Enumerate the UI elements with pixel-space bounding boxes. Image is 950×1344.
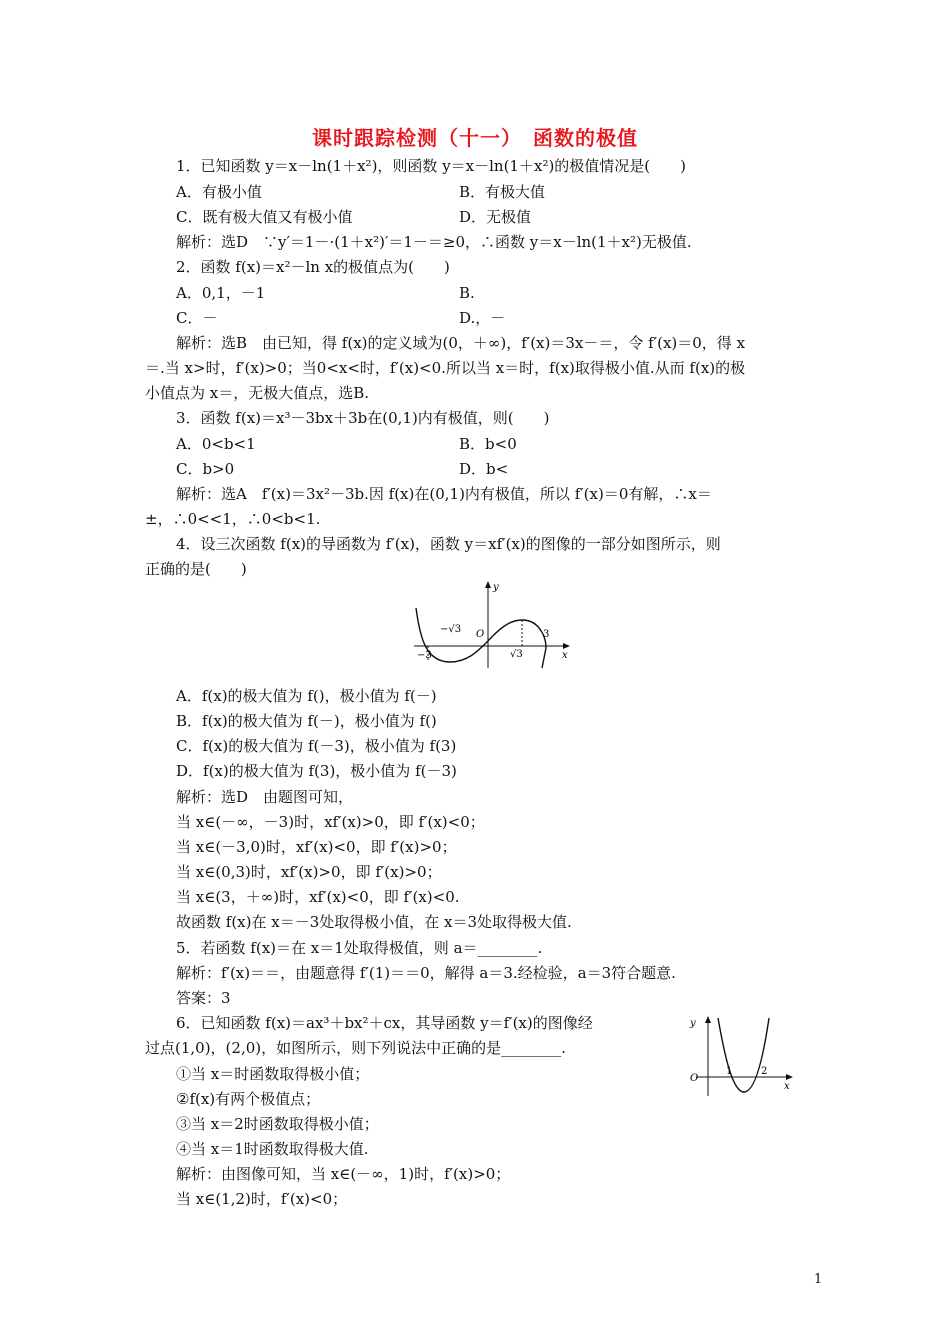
text-line: 3．函数 f(x)＝x³－3bx＋3b在(0,1)内有极值，则( ) — [176, 409, 550, 427]
y-axis-label: y — [493, 582, 499, 593]
text-line: D．b< — [459, 460, 509, 478]
label-pos-sqrt3: √3 — [510, 649, 523, 660]
text-line: ③当 x＝2时函数取得极小值； — [176, 1115, 379, 1133]
y-axis-arrow — [485, 581, 491, 588]
text-line: ±，∴0<<1，∴0<b<1. — [145, 510, 321, 528]
curve — [718, 1018, 769, 1092]
x-axis-label: x — [562, 650, 568, 661]
text-line: 当 x∈(0,3)时，xf′(x)>0，即 f′(x)>0； — [176, 863, 442, 881]
text-line: B．b<0 — [459, 435, 517, 453]
text-line: A．f(x)的极大值为 f()，极小值为 f(－) — [176, 687, 437, 705]
text-line: 解析：选D ∵y′＝1－·(1＋x²)′＝1－＝≥0，∴函数 y＝x－ln(1＋x²)无极值. — [176, 233, 692, 251]
text-line: D.，－ — [459, 309, 506, 327]
text-line: 5．若函数 f(x)＝在 x＝1处取得极值，则 a＝________. — [176, 939, 543, 957]
text-line: A．0<b<1 — [176, 435, 256, 453]
text-line: B. — [459, 284, 475, 302]
text-line: A．有极小值 — [176, 183, 262, 201]
text-line: D．f(x)的极大值为 f(3)，极小值为 f(－3) — [176, 762, 457, 780]
text-line: 答案：3 — [176, 989, 231, 1007]
text-line: ＝.当 x>时，f′(x)>0；当0<x<时，f′(x)<0.所以当 x＝时，f(x)取得极小值.从而 f(x)的极 — [145, 359, 746, 377]
text-line: B．f(x)的极大值为 f(－)，极小值为 f() — [176, 712, 437, 730]
y-axis-label: y — [690, 1018, 696, 1029]
text-line: 解析：f′(x)＝＝，由题意得 f′(1)＝＝0，解得 a＝3.经检验，a＝3符合题意. — [176, 964, 676, 982]
text-line: ①当 x＝时函数取得极小值； — [176, 1065, 370, 1083]
page-title: 课时跟踪检测（十一） 函数的极值 — [312, 126, 638, 150]
text-line: C．－ — [176, 309, 218, 327]
y-axis-arrow — [705, 1016, 711, 1023]
figure-1-graph — [412, 578, 574, 670]
text-line: 解析：选B 由已知，得 f(x)的定义域为(0，＋∞)，f′(x)＝3x－＝，令 f′(x)＝0，得 x — [176, 334, 746, 352]
text-line: 2．函数 f(x)＝x²－ln x的极值点为( ) — [176, 258, 450, 276]
text-line: ②f(x)有两个极值点； — [176, 1090, 321, 1108]
text-line: 小值点为 x＝，无极大值点，选B. — [145, 384, 370, 402]
text-line: 故函数 f(x)在 x＝－3处取得极小值，在 x＝3处取得极大值. — [176, 913, 572, 931]
origin-label: O — [476, 629, 485, 640]
x-axis-arrow — [786, 1074, 793, 1080]
text-line: C．b>0 — [176, 460, 235, 478]
x-axis-label: x — [784, 1081, 790, 1092]
origin-label: O — [690, 1073, 699, 1084]
label-pos3: 3 — [543, 629, 550, 640]
text-line: A．0,1，－1 — [176, 284, 266, 302]
text-line: 6．已知函数 f(x)＝ax³＋bx²＋cx，其导函数 y＝f′(x)的图像经 — [176, 1014, 593, 1032]
text-line: 解析：选D 由题图可知， — [176, 788, 354, 806]
x-axis-arrow — [563, 643, 570, 649]
text-line: 当 x∈(3，＋∞)时，xf′(x)<0，即 f′(x)<0. — [176, 888, 460, 906]
text-line: 过点(1,0)，(2,0)，如图所示，则下列说法中正确的是________. — [145, 1039, 566, 1057]
figure-2-graph — [686, 1012, 798, 1098]
text-line: 4．设三次函数 f(x)的导函数为 f′(x)，函数 y＝xf′(x)的图像的一部分如图所示，则 — [176, 535, 721, 553]
text-line: 解析：由图像可知，当 x∈(－∞，1)时，f′(x)>0； — [176, 1165, 511, 1183]
label-neg-sqrt3: −√3 — [440, 624, 462, 635]
label-neg3: −3 — [417, 650, 432, 661]
text-line: 当 x∈(1,2)时，f′(x)<0； — [176, 1190, 348, 1208]
page-number: 1 — [814, 1272, 823, 1287]
text-line: 解析：选A f′(x)＝3x²－3b.因 f(x)在(0,1)内有极值，所以 f′(x)＝0有解，∴x＝ — [176, 485, 712, 503]
text-line: D．无极值 — [459, 208, 532, 226]
text-line: C．f(x)的极大值为 f(－3)，极小值为 f(3) — [176, 737, 457, 755]
text-line: 正确的是( ) — [145, 560, 247, 578]
text-line: 1．已知函数 y＝x－ln(1＋x²)，则函数 y＝x－ln(1＋x²)的极值情况是( ) — [176, 157, 687, 175]
text-line: 当 x∈(－3,0)时，xf′(x)<0，即 f′(x)>0； — [176, 838, 457, 856]
label-two: 2 — [761, 1066, 768, 1077]
label-one: 1 — [726, 1066, 733, 1077]
text-line: ④当 x＝1时函数取得极大值. — [176, 1140, 369, 1158]
text-line: 当 x∈(－∞，－3)时，xf′(x)>0，即 f′(x)<0； — [176, 813, 485, 831]
text-line: B．有极大值 — [459, 183, 546, 201]
text-line: C．既有极大值又有极小值 — [176, 208, 353, 226]
